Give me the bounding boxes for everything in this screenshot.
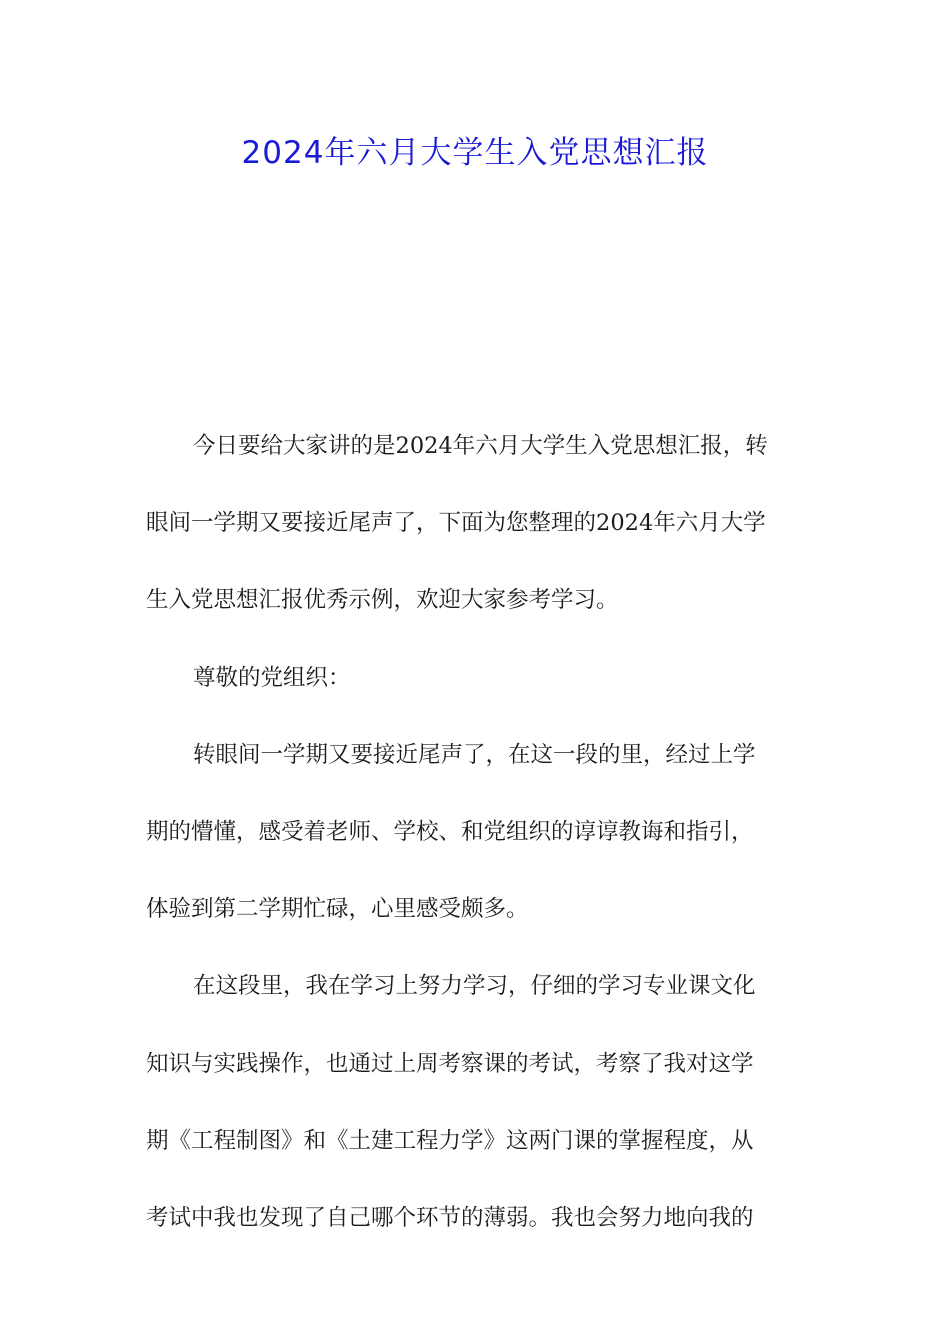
paragraph-line: 知识与实践操作，也通过上周考察课的考试，考察了我对这学 [146, 1050, 754, 1077]
document-title: 2024年六月大学生入党思想汇报 [241, 135, 709, 171]
intro-paragraph [146, 423, 806, 655]
paragraph-line: 生入党思想汇报优秀示例，欢迎大家参考学习。 [146, 587, 619, 614]
body-paragraph-2 [146, 963, 806, 1272]
document-body [146, 423, 806, 1272]
paragraph-line: 转眼间一学期又要接近尾声了，在这一段的里，经过上学 [193, 741, 756, 768]
body-paragraph-1 [146, 732, 806, 964]
paragraph-line: 在这段里，我在学习上努力学习，仔细的学习专业课文化 [193, 973, 756, 1000]
paragraph-line: 体验到第二学期忙碌，心里感受颇多。 [146, 896, 529, 923]
paragraph-line: 考试中我也发现了自己哪个环节的薄弱。我也会努力地向我的 [146, 1204, 754, 1231]
paragraph-line: 期《工程制图》和《土建工程力学》这两门课的掌握程度，从 [146, 1127, 754, 1154]
paragraph-line: 今日要给大家讲的是2024年六月大学生入党思想汇报，转 [193, 433, 768, 459]
salutation-line: 尊敬的党组织： [193, 664, 351, 691]
salutation-paragraph [146, 655, 806, 732]
paragraph-line: 眼间一学期又要接近尾声了，下面为您整理的2024年六月大学 [146, 510, 766, 537]
paragraph-line: 期的懵懂，感受着老师、学校、和党组织的谆谆教诲和指引， [146, 818, 754, 845]
